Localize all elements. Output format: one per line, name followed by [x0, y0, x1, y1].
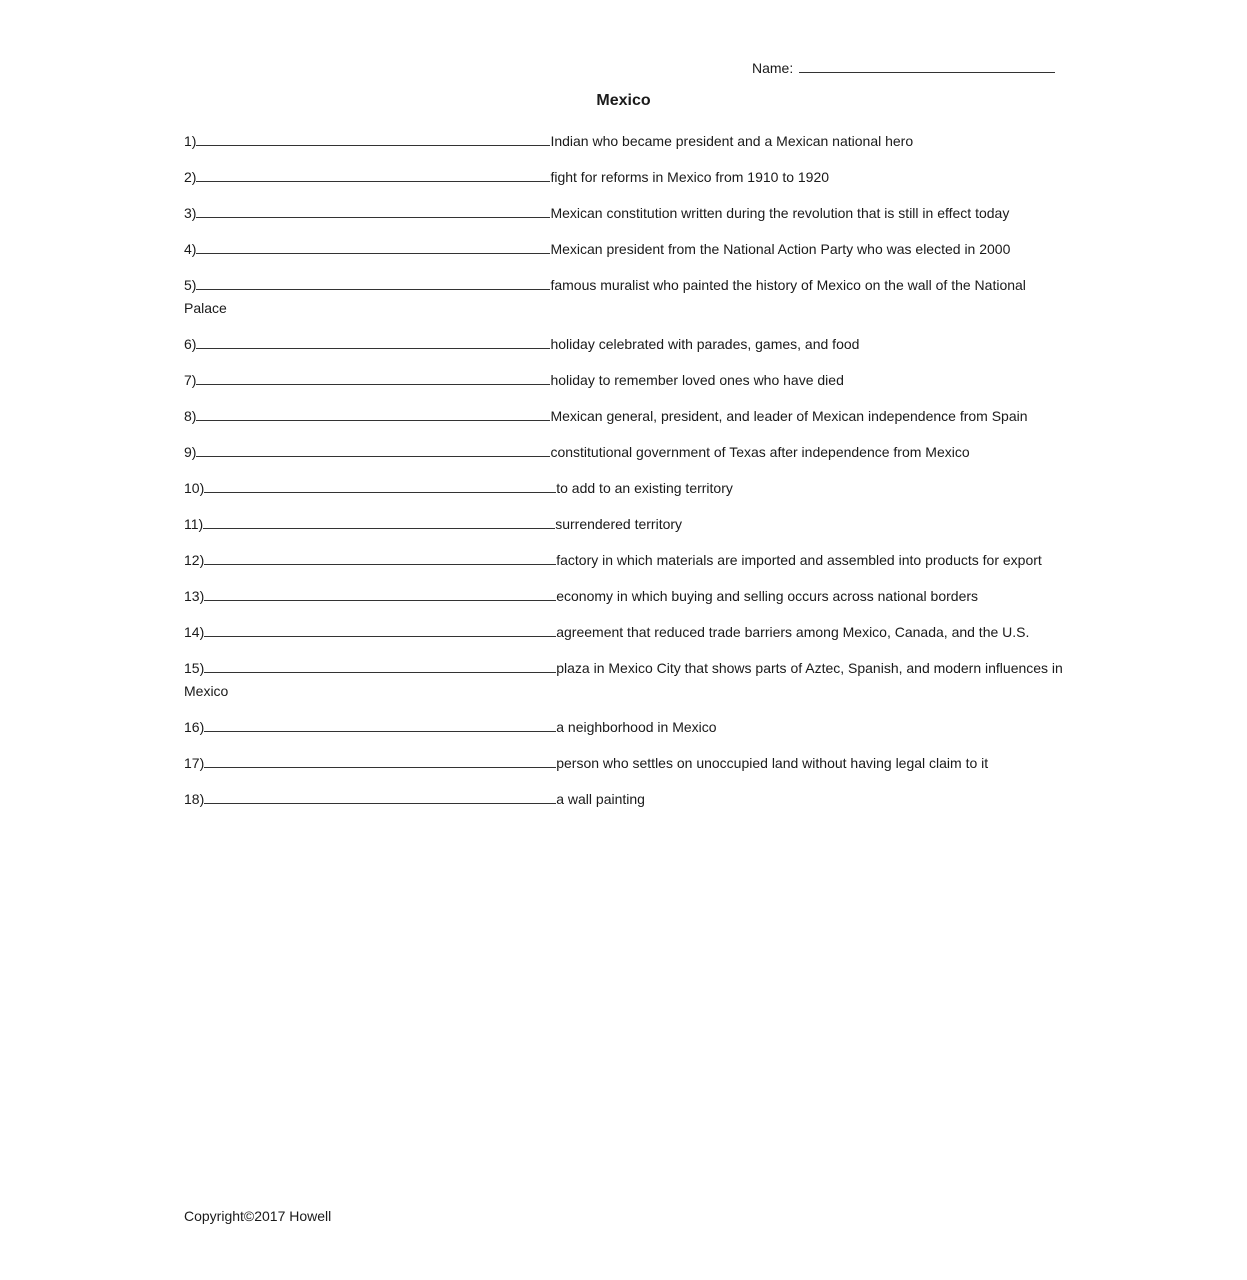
- question-number: 15): [184, 660, 205, 676]
- question-number: 18): [184, 791, 205, 807]
- answer-blank[interactable]: [204, 752, 556, 768]
- question-definition: holiday to remember loved ones who have died: [550, 372, 844, 388]
- answer-blank[interactable]: [196, 274, 550, 290]
- answer-blank[interactable]: [204, 657, 556, 673]
- answer-blank[interactable]: [204, 621, 556, 637]
- question-definition: surrendered territory: [555, 516, 683, 532]
- answer-blank[interactable]: [204, 549, 556, 565]
- answer-blank[interactable]: [196, 238, 550, 254]
- question-item-8: [184, 405, 1064, 428]
- question-item-4: [184, 238, 1064, 261]
- question-item-5: [184, 274, 1064, 320]
- question-item-6: [184, 333, 1064, 356]
- answer-blank[interactable]: [204, 477, 556, 493]
- worksheet-title: Mexico: [596, 92, 651, 109]
- answer-blank[interactable]: [204, 788, 556, 804]
- question-definition: factory in which materials are imported and assembled into products for export: [556, 552, 1042, 568]
- question-definition: person who settles on unoccupied land without having legal claim to it: [556, 755, 989, 771]
- question-definition: Indian who became president and a Mexican national hero: [550, 133, 914, 149]
- question-item-3: [184, 202, 1064, 225]
- question-number: 6): [184, 336, 197, 352]
- question-number: 17): [184, 755, 205, 771]
- answer-blank[interactable]: [204, 585, 556, 601]
- question-item-2: [184, 166, 1064, 189]
- answer-blank[interactable]: [196, 405, 550, 421]
- question-number: 2): [184, 169, 197, 185]
- answer-blank[interactable]: [196, 369, 550, 385]
- question-definition: famous muralist who painted the history of Mexico on the wall of the National Palace: [184, 277, 1026, 316]
- answer-blank[interactable]: [196, 166, 550, 182]
- question-number: 5): [184, 277, 197, 293]
- question-definition: Mexican president from the National Action Party who was elected in 2000: [550, 241, 1011, 257]
- question-item-14: [184, 621, 1064, 644]
- question-number: 16): [184, 719, 205, 735]
- question-item-10: [184, 477, 1064, 500]
- question-number: 4): [184, 241, 197, 257]
- question-number: 9): [184, 444, 197, 460]
- question-list: [184, 130, 1064, 824]
- answer-blank[interactable]: [196, 202, 550, 218]
- question-definition: to add to an existing territory: [556, 480, 733, 496]
- question-item-15: [184, 657, 1064, 703]
- answer-blank[interactable]: [196, 333, 550, 349]
- question-definition: constitutional government of Texas after independence from Mexico: [550, 444, 970, 460]
- question-item-12: [184, 549, 1064, 572]
- copyright-notice: Copyright©2017 Howell: [184, 1208, 332, 1224]
- answer-blank[interactable]: [203, 513, 555, 529]
- question-number: 10): [184, 480, 205, 496]
- question-item-17: [184, 752, 1064, 775]
- question-definition: a wall painting: [556, 791, 645, 807]
- question-definition: a neighborhood in Mexico: [556, 719, 717, 735]
- question-definition: fight for reforms in Mexico from 1910 to 1920: [550, 169, 830, 185]
- question-number: 8): [184, 408, 197, 424]
- question-definition: agreement that reduced trade barriers among Mexico, Canada, and the U.S.: [556, 624, 1030, 640]
- question-number: 3): [184, 205, 197, 221]
- question-item-7: [184, 369, 1064, 392]
- question-number: 11): [184, 516, 204, 532]
- question-definition: Mexican general, president, and leader of Mexican independence from Spain: [550, 408, 1028, 424]
- question-number: 7): [184, 372, 197, 388]
- question-item-13: [184, 585, 1064, 608]
- question-definition: plaza in Mexico City that shows parts of Aztec, Spanish, and modern influences in Mexico: [184, 660, 1063, 699]
- question-number: 13): [184, 588, 205, 604]
- name-field: [752, 58, 1055, 76]
- name-blank-line[interactable]: [799, 58, 1055, 73]
- question-item-9: [184, 441, 1064, 464]
- answer-blank[interactable]: [196, 130, 550, 146]
- question-definition: holiday celebrated with parades, games, and food: [550, 336, 860, 352]
- answer-blank[interactable]: [204, 716, 556, 732]
- question-item-18: [184, 788, 1064, 811]
- question-number: 14): [184, 624, 205, 640]
- question-number: 1): [184, 133, 197, 149]
- question-item-1: [184, 130, 1064, 153]
- question-number: 12): [184, 552, 205, 568]
- answer-blank[interactable]: [196, 441, 550, 457]
- name-label: Name:: [752, 60, 794, 76]
- question-item-11: [184, 513, 1064, 536]
- question-item-16: [184, 716, 1064, 739]
- question-definition: economy in which buying and selling occurs across national borders: [556, 588, 979, 604]
- question-definition: Mexican constitution written during the revolution that is still in effect today: [550, 205, 1010, 221]
